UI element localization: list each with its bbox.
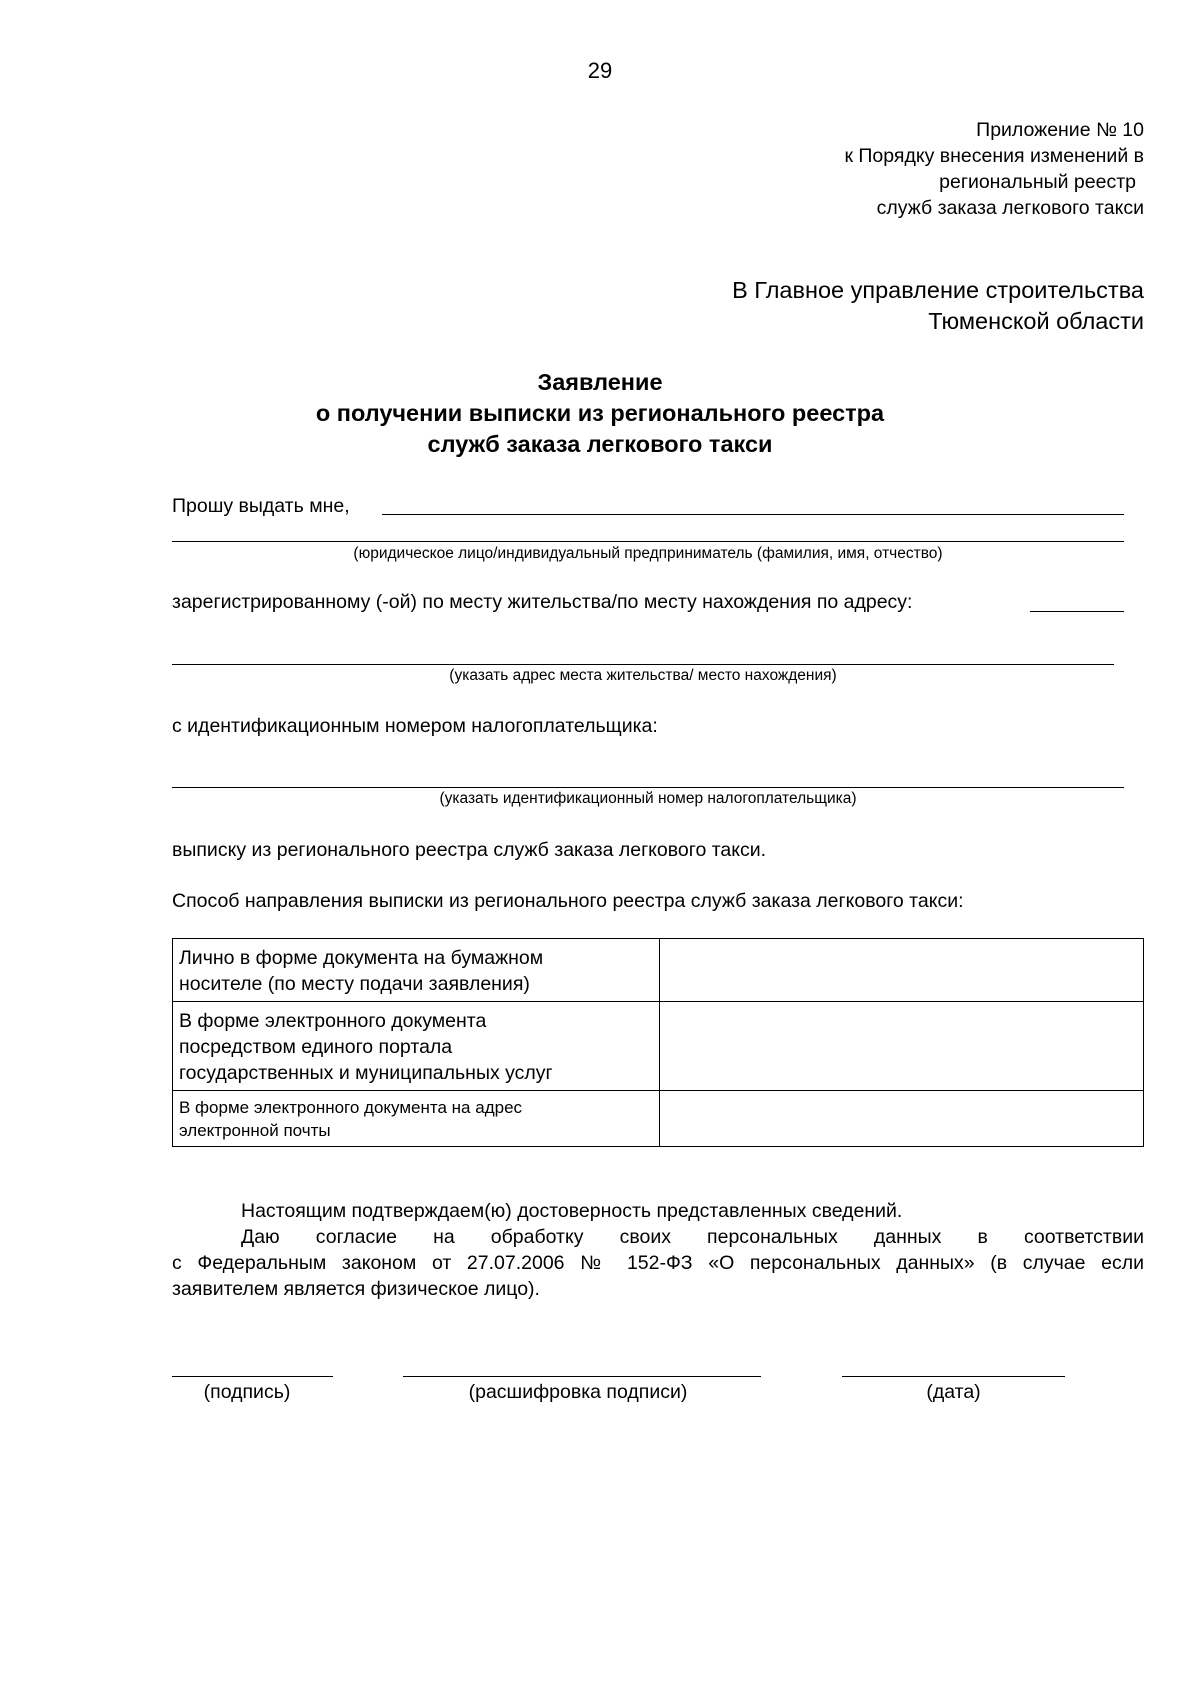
delivery-method-table — [172, 938, 1144, 1147]
method-text-line: носителе (по месту подачи заявления) — [179, 973, 530, 995]
inn-field[interactable] — [172, 787, 1124, 788]
date-field[interactable] — [842, 1376, 1065, 1377]
method-text-line: В форме электронного документа — [179, 1010, 487, 1032]
method-text-line: электронной почты — [179, 1121, 331, 1140]
consent-line-4: заявителем является физическое лицо). — [172, 1278, 540, 1300]
addressee-line-2: Тюменской области — [928, 308, 1144, 334]
title-line-1: Заявление — [537, 369, 663, 395]
consent-line-2: Даю согласие на обработку своих персональных данных в соответствии — [241, 1226, 1144, 1248]
appendix-block — [724, 117, 1144, 221]
appendix-line-1: Приложение № 10 — [976, 119, 1144, 141]
consent-block — [172, 1198, 1144, 1302]
inn-caption: (указать идентификационный номер налогоплательщика) — [439, 790, 857, 807]
addressee-line-1: В Главное управление строительства — [732, 277, 1144, 303]
method-label: Способ направления выписки из регионального реестра служб заказа легкового такси: — [172, 890, 964, 912]
page-number: 29 — [587, 58, 613, 83]
method-text-line: В форме электронного документа на адрес — [179, 1098, 523, 1117]
method-option-paper — [173, 939, 660, 1002]
signature-decoding-field[interactable] — [403, 1376, 761, 1377]
method-choice-cell-email[interactable] — [660, 1091, 1144, 1147]
title-line-3: служб заказа легкового такси — [427, 431, 773, 457]
addressee-block — [544, 275, 1144, 337]
consent-line-3: с Федеральным законом от 27.07.2006 № 152-ФЗ «О персональных данных» (в случае если — [172, 1252, 1144, 1274]
address-label: зарегистрированному (-ой) по месту жительства/по месту нахождения по адресу: — [172, 591, 913, 613]
address-field[interactable] — [172, 664, 1114, 665]
table-row — [173, 939, 1144, 1002]
applicant-name-field[interactable] — [382, 514, 1124, 515]
inn-label: с идентификационным номером налогоплательщика: — [172, 715, 658, 737]
method-text-line: Лично в форме документа на бумажном — [179, 947, 544, 969]
appendix-line-3: региональный реестр — [939, 171, 1136, 193]
appendix-line-2: к Порядку внесения изменений в — [844, 145, 1144, 167]
address-field-start[interactable] — [1030, 611, 1124, 612]
method-option-portal — [173, 1002, 660, 1091]
method-text-line: государственных и муниципальных услуг — [179, 1062, 553, 1084]
date-label: (дата) — [926, 1381, 981, 1403]
address-caption: (указать адрес места жительства/ место нахождения) — [449, 667, 837, 684]
method-option-email — [173, 1091, 660, 1147]
title-line-2: о получении выписки из регионального реестра — [315, 400, 885, 426]
request-label: Прошу выдать мне, — [172, 495, 350, 517]
signature-decoding-label: (расшифровка подписи) — [468, 1381, 688, 1403]
signature-label: (подпись) — [203, 1381, 291, 1403]
table-row — [173, 1091, 1144, 1147]
consent-line-1: Настоящим подтверждаем(ю) достоверность представленных сведений. — [241, 1200, 903, 1222]
applicant-name-field-line-2[interactable] — [172, 541, 1124, 542]
appendix-line-4: служб заказа легкового такси — [876, 197, 1144, 219]
table-row — [173, 1002, 1144, 1091]
method-choice-cell-paper[interactable] — [660, 939, 1144, 1002]
applicant-caption: (юридическое лицо/индивидуальный предприниматель (фамилия, имя, отчество) — [353, 545, 943, 562]
method-choice-cell-portal[interactable] — [660, 1002, 1144, 1091]
extract-text: выписку из регионального реестра служб заказа легкового такси. — [172, 839, 767, 861]
document-title — [0, 367, 1200, 460]
method-text-line: посредством единого портала — [179, 1036, 453, 1058]
signature-field[interactable] — [172, 1376, 333, 1377]
